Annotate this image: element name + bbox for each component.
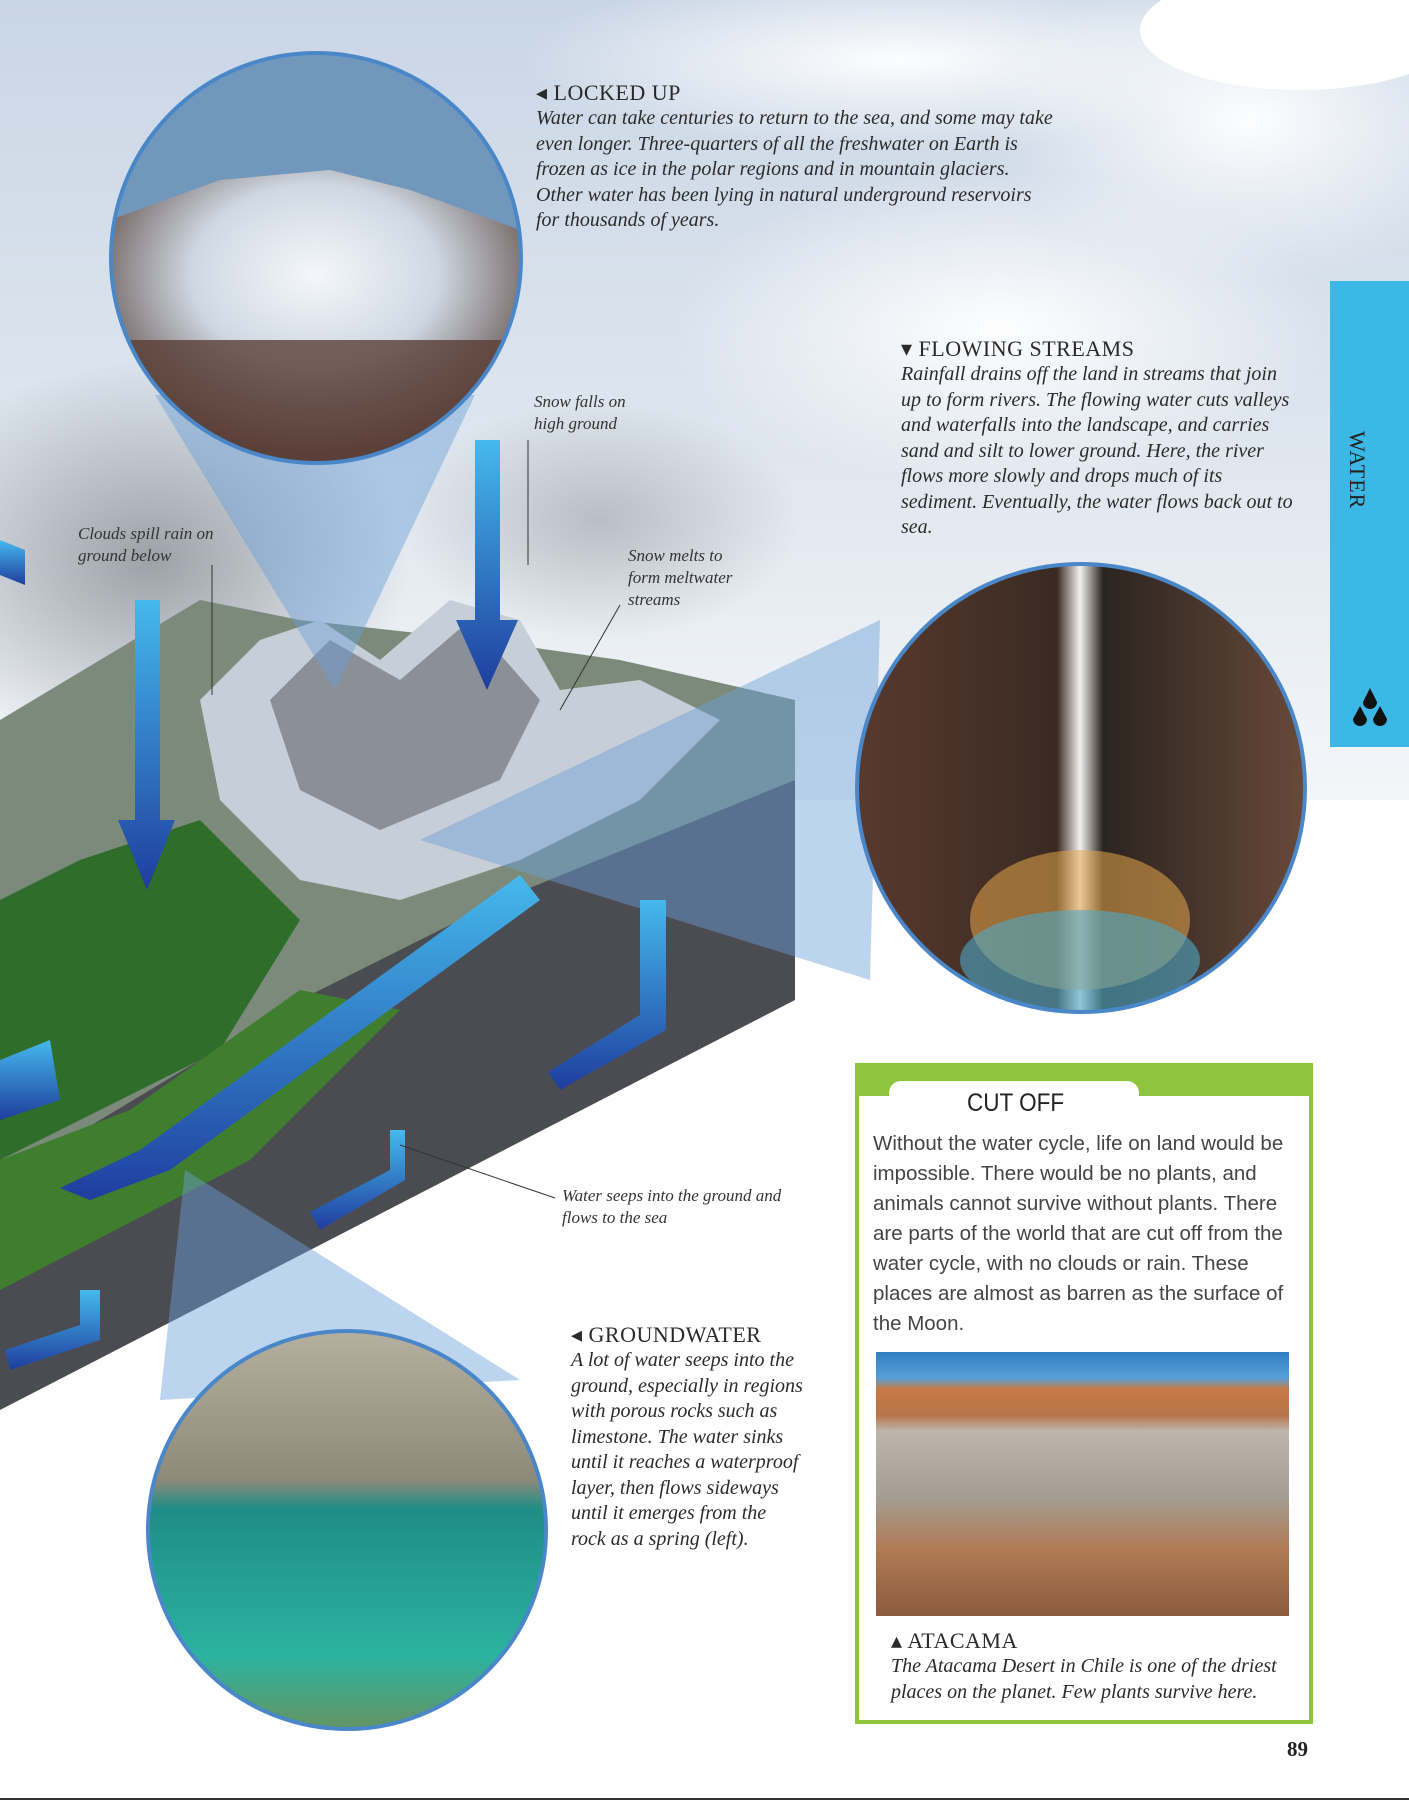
flowing-streams-heading: ▾ FLOWING STREAMS bbox=[901, 336, 1135, 361]
groundwater-caption bbox=[571, 1322, 803, 1552]
atacama-photo bbox=[876, 1352, 1289, 1616]
atacama-heading: ▴ ATACAMA bbox=[891, 1628, 1018, 1653]
cut-off-panel bbox=[855, 1063, 1313, 1724]
cut-off-text: Without the water cycle, life on land would be impossible. There would be no plants, and animals cannot survive without plants. There are parts of the world that are cut off from the water cycle, with no clouds or rain. These places are almost as barren as the surface of the Moon. bbox=[873, 1132, 1284, 1335]
cut-off-title: CUT OFF bbox=[967, 1089, 1065, 1117]
label-snow-falls: Snow falls on high ground bbox=[534, 392, 626, 433]
flowing-streams-text: Rainfall drains off the land in streams that join up to form rivers. The flowing water cuts valleys and waterfalls into the landscape, and carries sand and silt to lower ground. Here, the river flows more slowly and drops much of its sediment. Eventually, the water flows back out to sea. bbox=[901, 363, 1293, 538]
label-water-seeps: Water seeps into the ground and flows to the sea bbox=[562, 1186, 782, 1227]
locked-up-heading: ◂ LOCKED UP bbox=[536, 80, 681, 105]
flowing-streams-caption bbox=[901, 336, 1301, 541]
label-snow-melts: Snow melts to form meltwater streams bbox=[628, 546, 733, 609]
water-drops-icon bbox=[1350, 686, 1390, 726]
locked-up-text: Water can take centuries to return to the sea, and some may take even longer. Three-quarters of all the freshwater on Earth is frozen as ice in the polar regions and in mountain glaciers. Other water has been lying in natural underground reservoirs for thousands of years. bbox=[536, 107, 1053, 231]
atacama-caption bbox=[891, 1628, 1311, 1705]
page-number: 89 bbox=[1287, 1737, 1308, 1761]
section-tab bbox=[1330, 281, 1409, 747]
groundwater-heading: ◂ GROUNDWATER bbox=[571, 1322, 762, 1347]
groundwater-text: A lot of water seeps into the ground, especially in regions with porous rocks such as limestone. The water sinks until it reaches a waterproof layer, then flows sideways until it emerges from the rock as a spring (left). bbox=[571, 1349, 803, 1550]
label-clouds-spill: Clouds spill rain on ground below bbox=[78, 524, 214, 565]
locked-up-caption bbox=[536, 80, 1056, 234]
atacama-text: The Atacama Desert in Chile is one of the driest places on the planet. Few plants survive here. bbox=[891, 1655, 1277, 1703]
section-tab-label: WATER bbox=[1345, 431, 1370, 510]
